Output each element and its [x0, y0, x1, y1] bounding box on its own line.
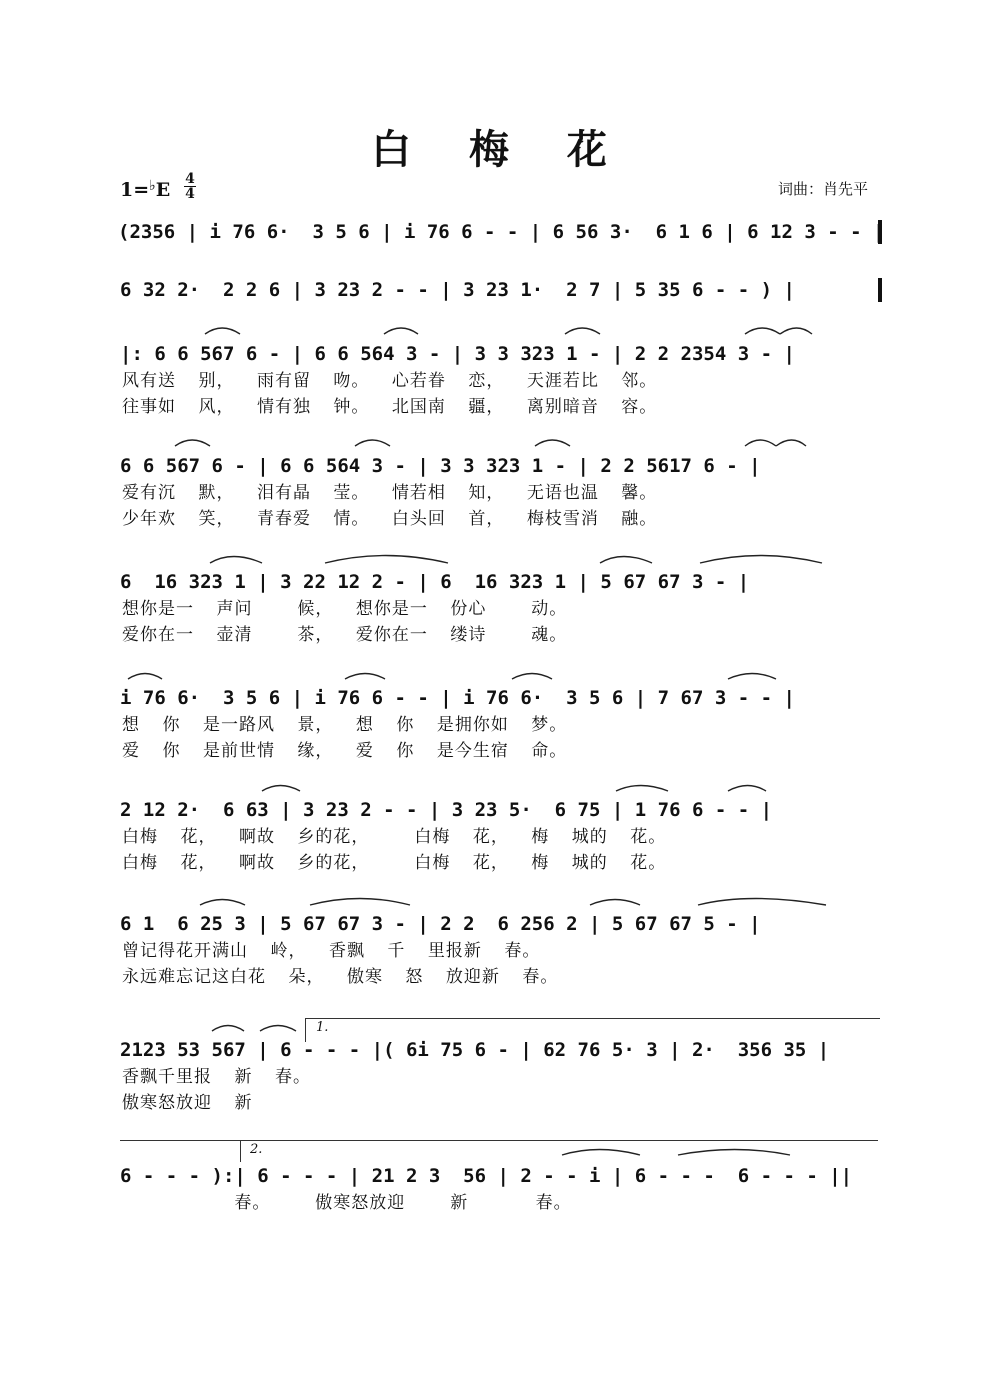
volta-2-number: 2.	[250, 1142, 263, 1157]
key-note: E	[155, 179, 171, 201]
lyric-verse-1: 白梅 花， 啊故 乡的花， 白梅 花， 梅 城的 花。	[122, 827, 667, 847]
slur	[700, 556, 822, 564]
slur	[728, 786, 766, 792]
notation-text: 6 1 6 25 3 | 5 67 67 3 - | 2 2 6 256 2 | 5 67 67 5 - |	[120, 913, 761, 935]
flat-sign: ♭	[149, 178, 156, 194]
slur	[562, 1150, 640, 1156]
slur	[745, 440, 776, 446]
notation-text: (2356 | i 76 6· 3 5 6 | i 76 6 - - | 6 56 3· 6 1 6 | 6 12 3 - - |	[118, 221, 885, 243]
slur	[205, 328, 240, 334]
lyric-verse-1: 风有送 别， 雨有留 吻。 心若眷 恋， 天涯若比 邻。	[122, 371, 658, 391]
slur	[600, 557, 652, 564]
lyric-verse-2: 傲寒怒放迎 新	[122, 1093, 253, 1113]
slur	[262, 786, 300, 792]
lyric-verse-1: 曾记得花开满山 岭， 香飘 千 里报新 春。	[122, 941, 541, 961]
notation-text: 6 6 567 6 - | 6 6 564 3 - | 3 3 323 1 - | 2 2 5617 6 - |	[120, 455, 761, 477]
lyric-verse-2: 永远难忘记这白花 朵， 傲寒 怒 放迎新 春。	[122, 967, 559, 987]
lyric-verse-2: 往事如 风， 情有独 钟。 北国南 疆， 离别暗音 容。	[122, 397, 658, 417]
notation-text: 6 32 2· 2 2 6 | 3 23 2 - - | 3 23 1· 2 7 | 5 35 6 - - ) |	[120, 279, 795, 301]
notation-text: 2 12 2· 6 63 | 3 23 2 - - | 3 23 5· 6 75 | 1 76 6 - - |	[120, 799, 773, 821]
slur	[535, 440, 570, 446]
slur	[728, 674, 776, 680]
notation-text: i 76 6· 3 5 6 | i 76 6 - - | i 76 6· 3 5 6 | 7 67 3 - - |	[120, 687, 795, 709]
time-numerator: 4	[185, 171, 195, 187]
slur	[212, 1026, 244, 1032]
slur	[776, 440, 806, 446]
slur	[678, 1150, 790, 1156]
notation-text: 2123 53 567 | 6 - - - |( 6i 75 6 - | 62 76 5· 3 | 2· 356 35 |	[120, 1039, 830, 1061]
slur	[175, 440, 210, 446]
key-prefix: 1=	[120, 179, 150, 201]
slur	[384, 328, 418, 334]
slur	[616, 786, 668, 792]
volta-1-number: 1.	[316, 1020, 329, 1035]
slur	[355, 440, 390, 446]
slur	[780, 328, 812, 334]
slur	[745, 328, 780, 334]
lyric-verse-1: 爱有沉 默， 泪有晶 莹。 情若相 知， 无语也温 馨。	[122, 483, 658, 503]
lyric-verse-2: 爱 你 是前世情 缘， 爱 你 是今生宿 命。	[122, 741, 568, 761]
slur	[310, 899, 410, 906]
slur	[260, 1026, 296, 1032]
notation-text: |: 6 6 567 6 - | 6 6 564 3 - | 3 3 323 1 - | 2 2 2354 3 - |	[120, 343, 795, 365]
slur	[345, 674, 385, 680]
slur	[325, 556, 448, 564]
slur	[590, 900, 640, 906]
lyric-verse-1: 春。 傲寒怒放迎 新 春。	[122, 1193, 572, 1213]
lyric-verse-2: 白梅 花， 啊故 乡的花， 白梅 花， 梅 城的 花。	[122, 853, 667, 873]
lyric-verse-2: 少年欢 笑， 青春爱 情。 白头回 首， 梅枝雪消 融。	[122, 509, 658, 529]
slur	[698, 899, 826, 906]
notation-text: 6 - - - ):| 6 - - - | 21 2 3 56 | 2 - - i | 6 - - - 6 - - - ||	[120, 1165, 853, 1187]
slur	[512, 674, 552, 680]
song-title: 白 梅 花	[371, 126, 629, 173]
lyric-verse-1: 想 你 是一路风 景， 想 你 是拥你如 梦。	[122, 715, 568, 735]
slur	[565, 328, 600, 334]
lyric-verse-2: 爱你在一 壶清 茶， 爱你在一 缕诗 魂。	[122, 625, 568, 645]
slur	[210, 557, 262, 564]
lyric-verse-1: 想你是一 声问 候， 想你是一 份心 动。	[122, 599, 568, 619]
time-denominator: 4	[185, 186, 195, 202]
notation-text: 6 16 323 1 | 3 22 12 2 - | 6 16 323 1 | 5 67 67 3 - |	[120, 571, 750, 593]
slur	[128, 674, 162, 680]
credit-line: 词曲：肖先平	[778, 180, 869, 198]
slur	[200, 900, 245, 906]
lyric-verse-1: 香飘千里报 新 春。	[122, 1067, 311, 1087]
